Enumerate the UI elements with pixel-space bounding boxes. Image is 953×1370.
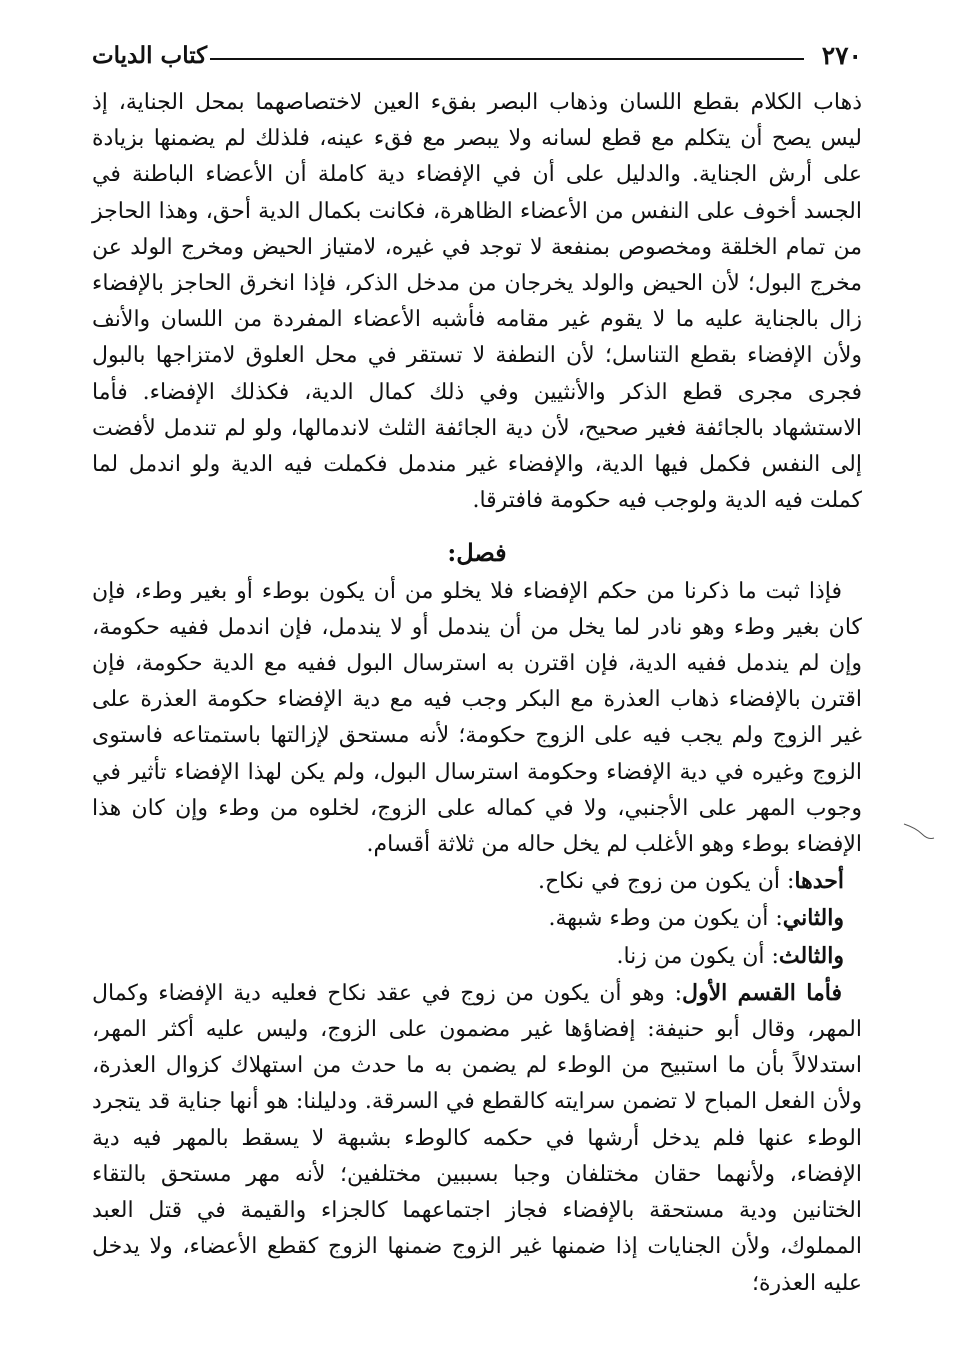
page-body [92,85,862,1302]
margin-pen-mark [902,822,936,840]
list-item-label: والثاني [782,905,844,932]
first-part-text: : وهو أن يكون من زوج في عقد نكاح فعليه دية الإفضاء وكمال المهر، وقال أبو حنيفة: إفضاؤها غير مضمون على الزوج، وليس عليه أكثر المهر، استدلالاً بأن ما استبيح من الوطء لم يضمن به ما حدث من استهلاك كزوال العذرة، ولأن الفعل المباح لا تضمن سرايته كالقطع في السرقة. ودليلنا: هو أنها جناية قد يتجرد الوطء عنها فلم يدخل أرشها في حكمه كالوطء بشبهة لا يسقط بالمهر فيه دية الإفضاء، ولأنهما حقان مختلفان وجبا بسببين مختلفين؛ لأنه مهر مستحق بالتقاء الختانين ودية مستحقة بالإفضاء فجاز اجتماعهما كالجزاء والقيمة في قتل العبد المملوك، ولأن الجنايات إذا ضمنها غير الزوج ضمنها الزوج كقطع الأعضاء، ولا يدخل عليه العذرة؛ [92,980,862,1296]
list-item-third [92,938,862,975]
list-item-second [92,900,862,937]
header-rule [210,58,804,60]
section-paragraph: فإذا ثبت ما ذكرنا من حكم الإفضاء فلا يخلو من أن يكون بوطء أو بغير وطء، فإن كان بغير وطء وهو نادر لما يخل من أن يندمل أو لا يندمل، فإن اندمل ففيه حكومة، وإن لم يندمل ففيه الدية، فإن اقترن به استرسال البول ففيه مع الدية حكومة، فإن اقترن بالإفضاء ذهاب العذرة مع البكر وجب فيه مع دية الإفضاء حكومة العذرة على غير الزوج ولم يجب فيه على الزوج حكومة؛ لأنه مستحق لإزالتها باستمتاعه فاستوى الزوج وغيره في دية الإفضاء وحكومة استرسال البول، ولم يكن لهذا الإفضاء تأثير في وجوب المهر على الأجنبي، ولا في كماله على الزوج، لخلوه من وطء وإن كان هذا الإفضاء بوطء وهو الأغلب لم يخل حاله من ثلاثة أقسام. [92,578,862,858]
book-title: كتاب الديات [92,42,208,69]
list-item-text: : أن يكون من زنا. [616,943,779,969]
intro-paragraph: ذهاب الكلام بقطع اللسان وذهاب البصر بفقء العين لاختصاصهما بمحل الجناية، إذ ليس يصح أن يتكلم مع قطع لسانه ولا يبصر مع فقء عينه، فلذلك لم يضمنها بزيادة على أرش الجناية. والدليل على أن في الإفضاء دية كاملة أن الأعضاء الباطنة في الجسد أخوف على النفس من الأعضاء الظاهرة، فكانت بكمال الدية أحق، وهذا الحاجز من تمام الخلقة ومخصوص بمنفعة لا توجد في غيره، لامتياز الحيض ومخرج الولد عن مخرج البول؛ لأن الحيض والولد يخرجان من مدخل الذكر، فإذا انخرق الحاجز بالإفضاء زال بالجناية عليه ما لا يقوم غير مقامه فأشبه الأعضاء المفردة من اللسان والأنف ولأن الإفضاء بقطع التناسل؛ لأن النطفة لا تستقر في محل العلوق لامتزاجها بالبول فجرى مجرى قطع الذكر والأنثيين وفي ذلك كمال الدية، فكذلك الإفضاء. فأما الاستشهاد بالجائفة فغير صحيح، لأن دية الجائفة الثلث لاندمالها، ولو لم تندمل لأفضت إلى النفس فكمل فيها الدية، والإفضاء غير مندمل فكملت فيه الدية ولو اندمل لما كملت فيه الدية ولوجب فيه حكومة فافترقا. [92,90,862,514]
list-item-label: والثالث [778,942,844,969]
page-number: ٢٧٠ [821,41,862,70]
first-part-paragraph [92,975,862,1302]
list-item-text: : أن يكون من وطء شبهة. [548,906,783,932]
first-part-label: فأما القسم الأول [682,979,842,1006]
list-item-label: أحدها [794,868,844,895]
running-header [92,36,862,80]
list-item-first [92,863,862,900]
list-item-text: : أن يكون من زوج في نكاح. [537,869,795,895]
section-heading: فصل: [447,538,507,568]
